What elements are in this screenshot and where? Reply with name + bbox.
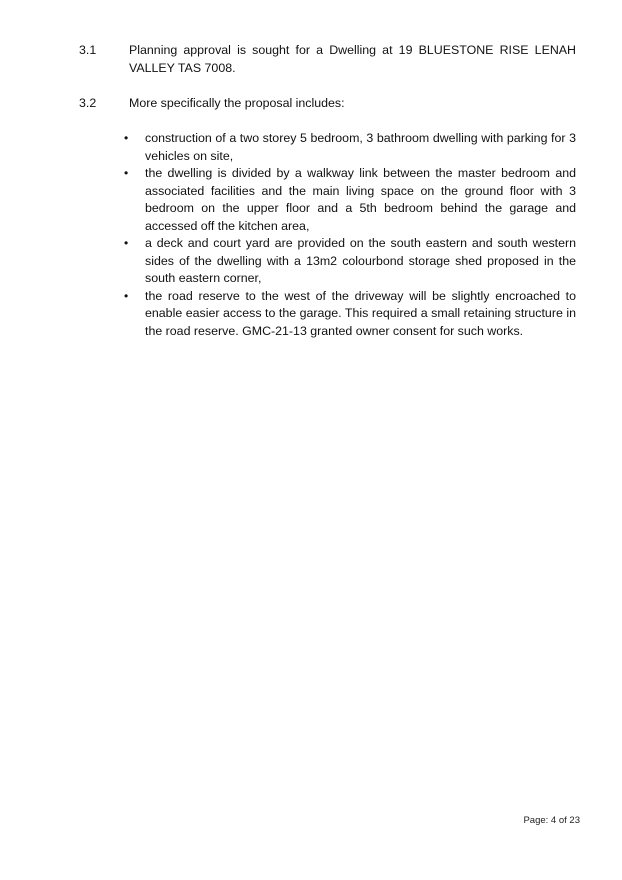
bullet-icon: • xyxy=(124,288,129,303)
list-item-text: construction of a two storey 5 bedroom, 3 bathroom dwelling with parking for 3 vehicles on site, xyxy=(145,131,576,163)
list-item-text: a deck and court yard are provided on the south eastern and south western sides of the dwelling with a 13m2 colourbond storage shed proposed in the south eastern corner, xyxy=(145,236,576,285)
list-item xyxy=(0,165,622,235)
section-text: More specifically the proposal includes: xyxy=(129,96,345,110)
section-number: 3.2 xyxy=(79,96,97,110)
proposal-bullet-list xyxy=(0,130,622,340)
list-item xyxy=(0,288,622,341)
bullet-icon: • xyxy=(124,131,129,145)
list-item-text: the road reserve to the west of the driveway will be slightly encroached to enable easier access to the garage. This required a small retaining structure in the road reserve. GMC-21-13 granted owner consent for such works. xyxy=(145,288,576,338)
page-number: Page: 4 of 23 xyxy=(523,815,580,826)
bullet-icon: • xyxy=(124,166,129,180)
list-item-text: the dwelling is divided by a walkway link between the master bedroom and associated facilities and the main living space on the ground floor with 3 bedroom on the upper floor and a 5th bedroom behind the garage and accessed off the kitchen area, xyxy=(145,166,576,233)
section-number: 3.1 xyxy=(79,43,97,57)
list-item xyxy=(0,235,622,288)
bullet-icon: • xyxy=(124,236,129,250)
section-text: Planning approval is sought for a Dwelling at 19 BLUESTONE RISE LENAH VALLEY TAS 7008. xyxy=(129,43,576,75)
list-item xyxy=(0,130,622,165)
